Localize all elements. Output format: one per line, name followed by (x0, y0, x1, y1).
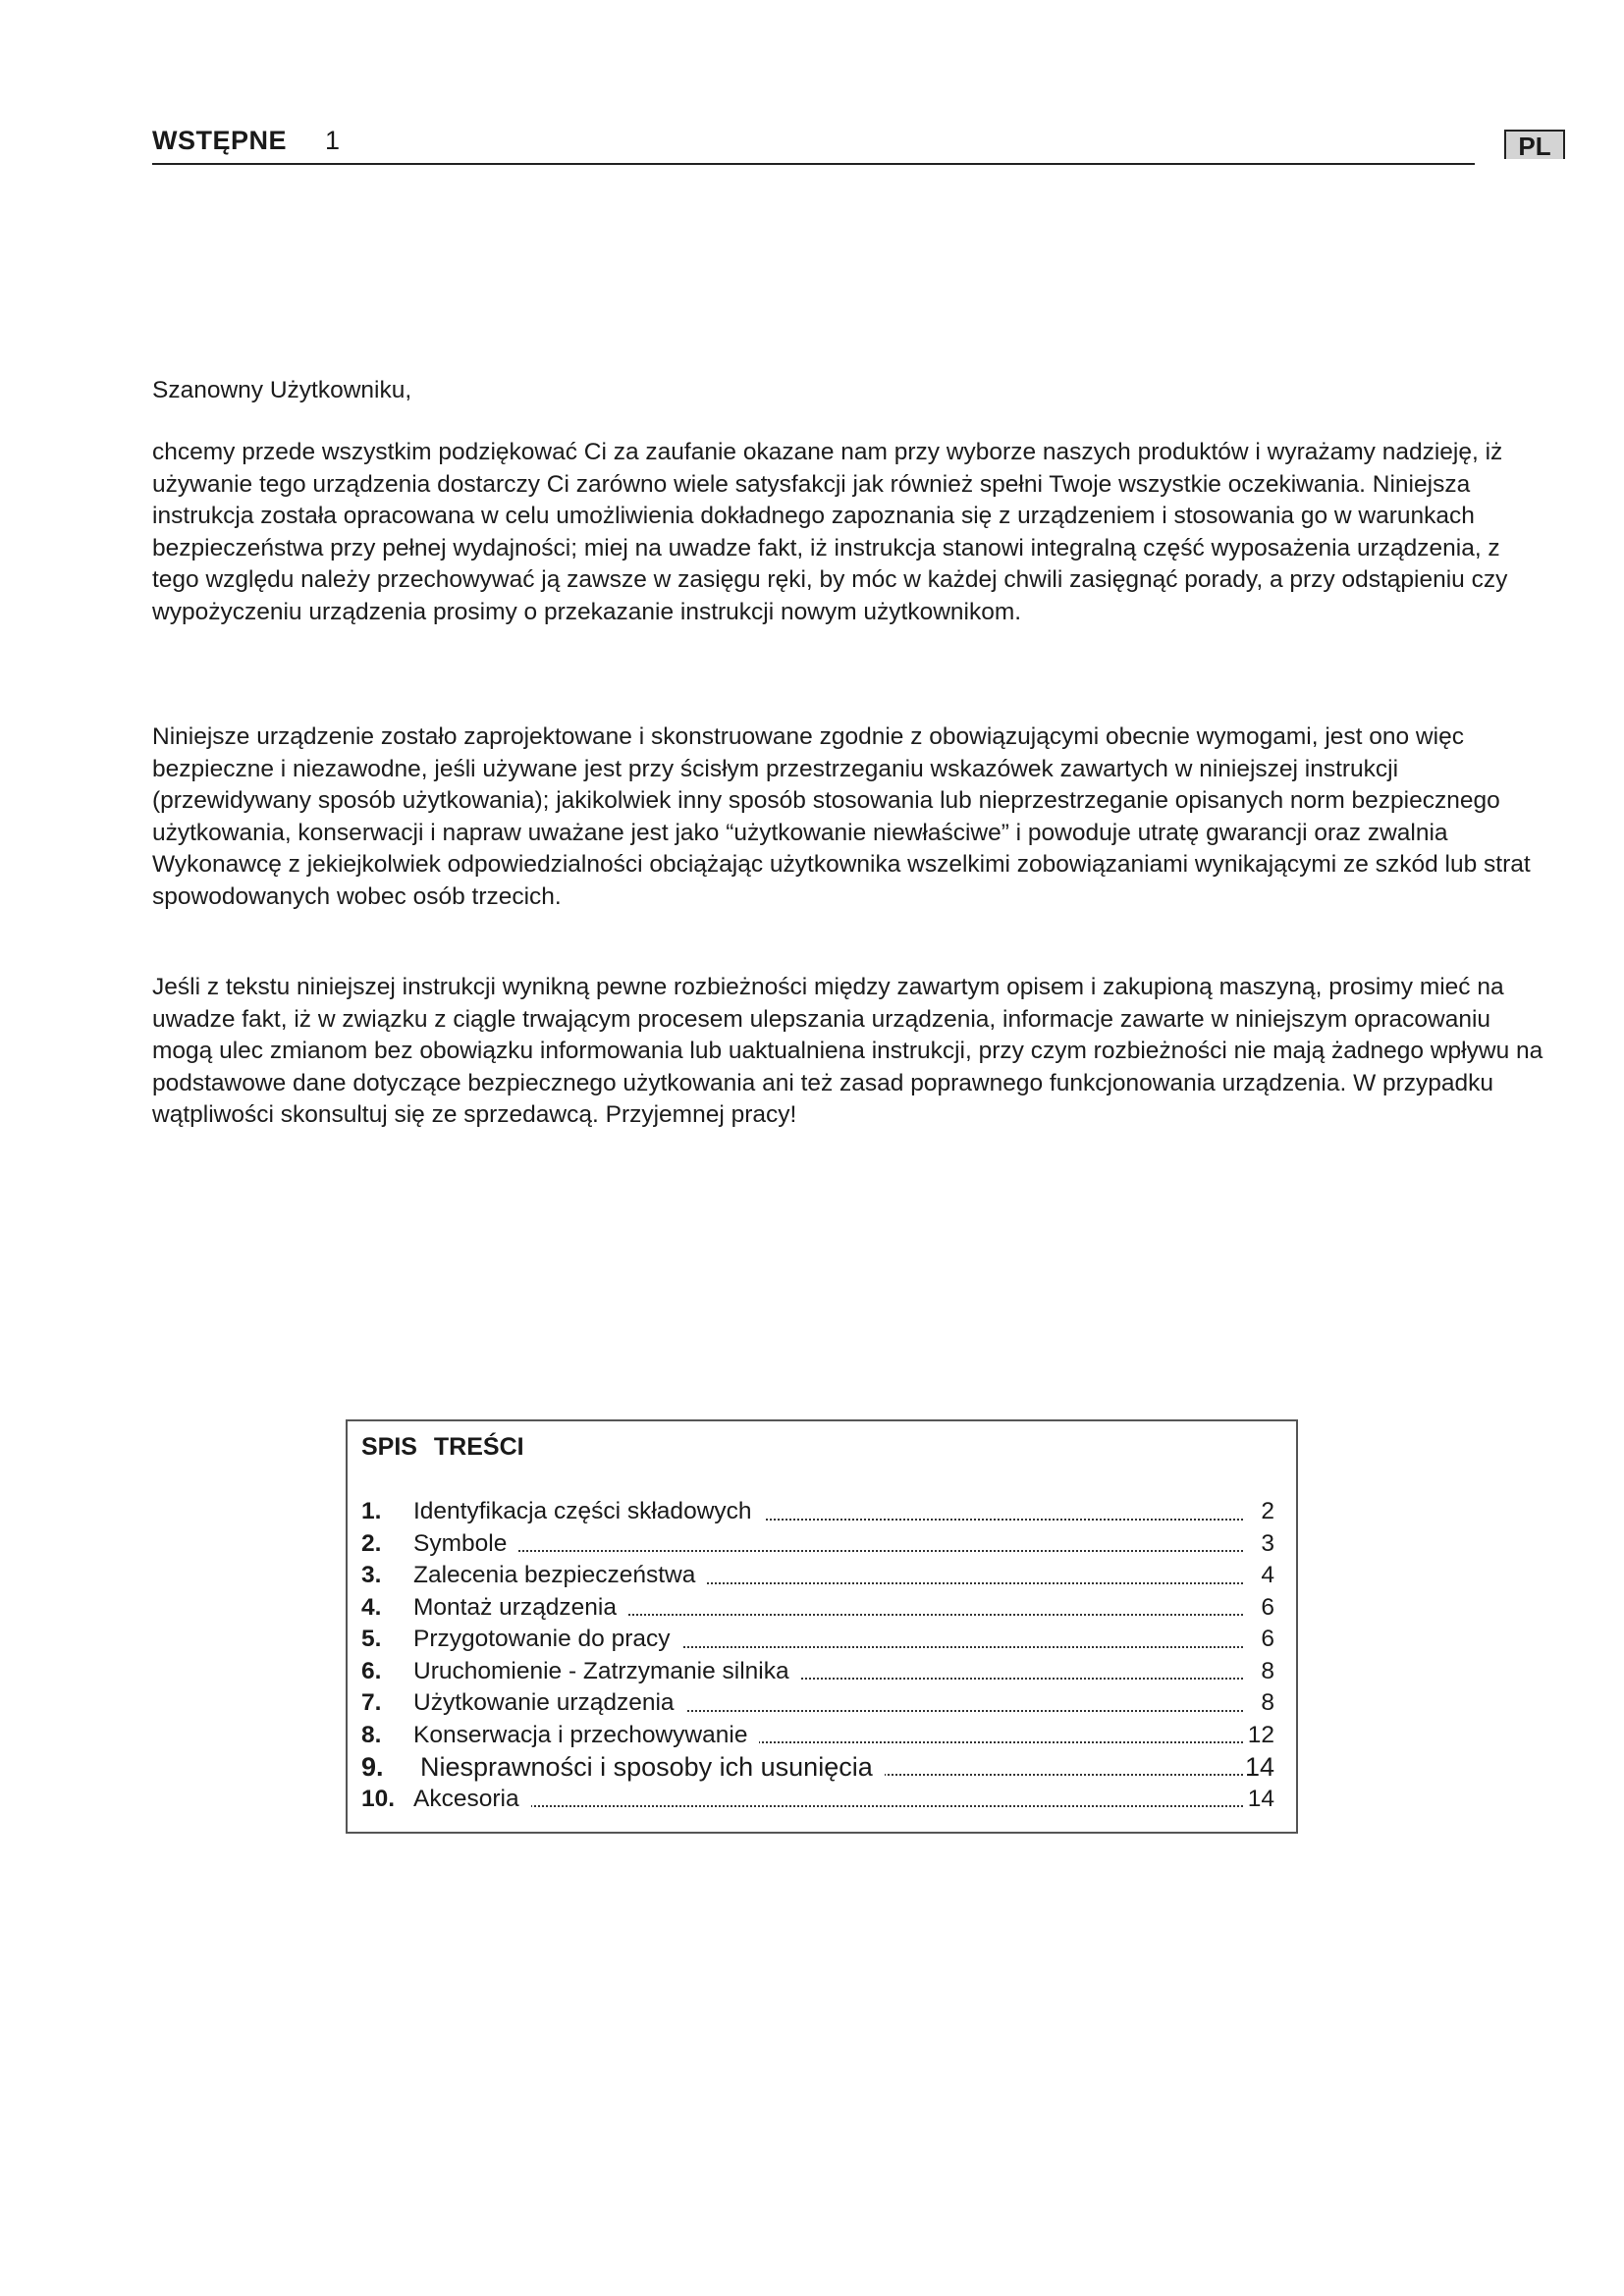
toc-entry[interactable] (361, 1784, 1284, 1816)
toc-entry-number: 9. (361, 1752, 384, 1782)
toc-entry[interactable] (361, 1687, 1284, 1720)
toc-entry-label: Symbole (413, 1528, 518, 1561)
toc-entry-label: Przygotowanie do pracy (413, 1624, 681, 1656)
toc-entry-page: 12 (1247, 1721, 1274, 1748)
toc-entry[interactable] (361, 1592, 1284, 1625)
toc-entry-number: 8. (361, 1721, 382, 1748)
toc-entry[interactable] (361, 1560, 1284, 1592)
toc-dot-leader (420, 1550, 1243, 1552)
toc-entry-number: 6. (361, 1657, 382, 1684)
toc-entry-number: 10. (361, 1785, 396, 1812)
disclaimer-paragraph (152, 972, 1546, 1132)
toc-entry-label: Zalecenia bezpieczeństwa (413, 1560, 707, 1592)
toc-entry-label: Uruchomienie - Zatrzymanie silnika (413, 1656, 801, 1688)
toc-entry-page: 8 (1261, 1657, 1274, 1684)
toc-dot-leader (420, 1805, 1243, 1807)
toc-entry-page: 6 (1261, 1626, 1274, 1652)
toc-entry-label: Użytkowanie urządzenia (413, 1687, 686, 1720)
toc-entry-number: 4. (361, 1593, 382, 1621)
toc-entry-page: 3 (1261, 1529, 1274, 1557)
toc-entry-label: Konserwacja i przechowywanie (413, 1720, 759, 1752)
language-badge: PL (1504, 130, 1565, 159)
toc-entry-page: 4 (1261, 1562, 1274, 1588)
toc-entry-label: Akcesoria (413, 1784, 531, 1816)
toc-entry-number: 2. (361, 1529, 382, 1557)
toc-entry-number: 1. (361, 1498, 382, 1524)
intro-paragraph (152, 437, 1546, 628)
toc-entry-page: 14 (1247, 1785, 1274, 1812)
greeting (152, 375, 1546, 407)
toc-entry[interactable] (361, 1751, 1284, 1784)
section-title: WSTĘPNE (152, 126, 288, 155)
toc-entry[interactable] (361, 1656, 1284, 1688)
toc-entry-page: 2 (1261, 1498, 1274, 1524)
toc-title: SPIS TREŚCI (361, 1433, 524, 1461)
safety-paragraph (152, 721, 1546, 913)
page-number: 1 (325, 126, 341, 155)
toc-entry[interactable] (361, 1528, 1284, 1561)
toc-entry-label: Identyfikacja części składowych (413, 1496, 764, 1528)
paragraph-text: Niniejsze urządzenie zostało zaprojektowane i skonstruowane zgodnie z obowiązującymi obecnie wymogami, jest ono więc bezpieczne i niezawodne, jeśli używane jest przy ścisłym przestrzeganiu wskazówek zawartych w niniejszej instrukcji (przewidywany sposób użytkowania); jakikolwiek inny sposób stosowania lub nieprzestrzeganie opisanych norm bezpiecznego użytkowania, konserwacji i napraw uważane jest jako “użytkowanie niewłaściwe” i powoduje utratę gwarancji oraz zwalnia Wykonawcę z jekiejkolwiek odpowiedzialności obciążając użytkownika wszelkimi zobowiązaniami wynikającymi ze szkód lub strat spowodowanych wobec osób trzecich. (152, 723, 1531, 910)
toc-entry[interactable] (361, 1496, 1284, 1528)
toc-entry-number: 5. (361, 1626, 382, 1652)
toc-list (361, 1496, 1284, 1815)
toc-entry-page: 6 (1261, 1593, 1274, 1621)
toc-entry[interactable] (361, 1720, 1284, 1752)
toc-entry-label: Niesprawności i sposoby ich usunięcia (420, 1751, 885, 1784)
table-of-contents (346, 1419, 1298, 1834)
toc-entry-number: 3. (361, 1562, 382, 1588)
page-header (152, 124, 1551, 165)
toc-entry-label: Montaż urządzenia (413, 1592, 628, 1625)
paragraph-text: chcemy przede wszystkim podziękować Ci za zaufanie okazane nam przy wyborze naszych produktów i wyrażamy nadzieję, iż używanie tego urządzenia dostarczy Ci zarówno wiele satysfakcji jak również spełni Twoje wszystkie oczekiwania. Niniejsza instrukcja została opracowana w celu umożliwienia dokładnego zapoznania się z urządzeniem i stosowania go w warunkach bezpieczeństwa przy pełnej wydajności; miej na uwadze fakt, iż instrukcja stanowi integralną część wyposażenia urządzenia, z tego względu należy przechowywać ją zawsze w zasięgu ręki, by móc w każdej chwili zasięgnąć porady, a przy odstąpieniu czy wypożyczeniu urządzenia prosimy o przekazanie instrukcji nowym użytkownikom. (152, 439, 1508, 625)
toc-entry-page: 14 (1244, 1752, 1274, 1782)
greeting-text: Szanowny Użytkowniku, (152, 377, 412, 403)
toc-entry[interactable] (361, 1624, 1284, 1656)
paragraph-text: Jeśli z tekstu niniejszej instrukcji wynikną pewne rozbieżności między zawartym opisem i zakupioną maszyną, prosimy mieć na uwadze fakt, iż w związku z ciągle trwającym procesem ulepszania urządzenia, informacje zawarte w niniejszym opracowaniu mogą ulec zmianom bez obowiązku informowania lub uaktualniena instrukcji, przy czym rozbieżności nie mają żadnego wpływu na podstawowe dane dotyczące bezpiecznego użytkowania ani też zasad poprawnego funkcjonowania urządzenia. W przypadku wątpliwości skonsultuj się ze sprzedawcą. Przyjemnej pracy! (152, 974, 1543, 1128)
toc-entry-number: 7. (361, 1689, 382, 1716)
toc-entry-page: 8 (1261, 1689, 1274, 1716)
